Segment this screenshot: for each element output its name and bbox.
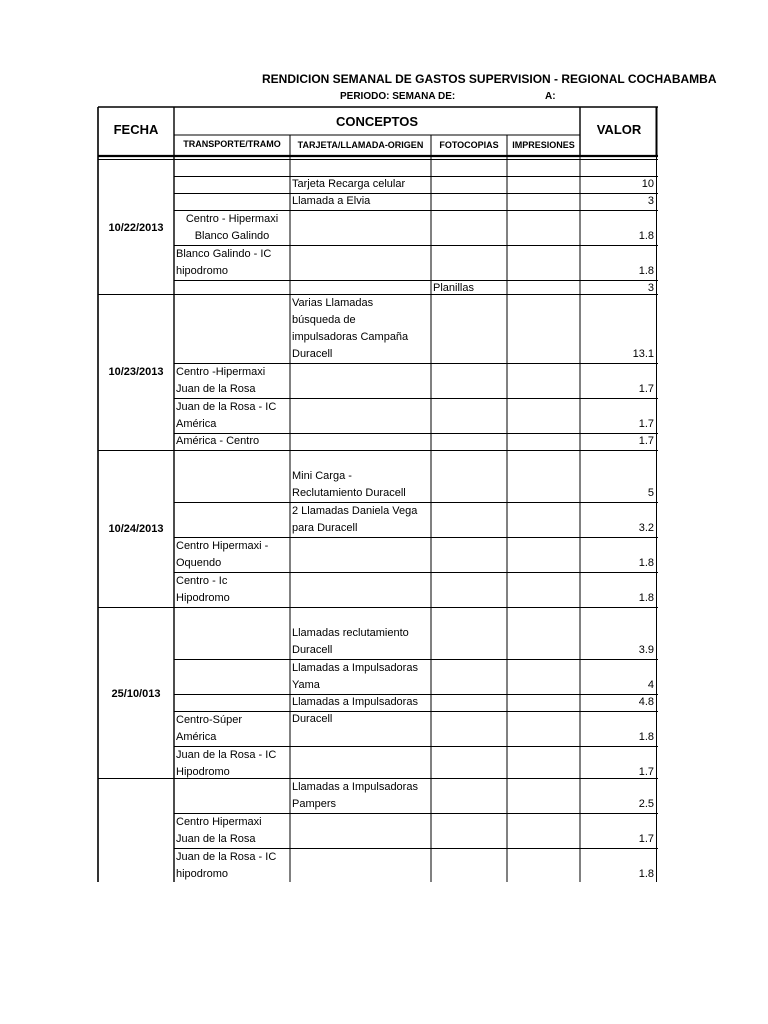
tarjeta-cell: Varias Llamadas búsqueda de impulsadoras Campaña Duracell	[292, 297, 409, 360]
date-cell: 10/22/2013	[108, 222, 164, 234]
transporte-cell: América - Centro	[176, 435, 260, 447]
tarjeta-cell: Llamadas a Impulsadoras Pampers	[292, 781, 418, 810]
impresiones-cell	[507, 416, 580, 433]
fotocopias-cell	[431, 159, 507, 176]
tarjeta-cell	[290, 831, 431, 848]
fotocopias-cell	[431, 729, 507, 746]
date-cell: 10/24/2013	[108, 522, 164, 535]
impresiones-cell	[507, 263, 580, 280]
conceptos-header: CONCEPTOS	[335, 114, 419, 129]
fotocopias-cell	[431, 433, 507, 450]
date-cell: 25/10/013	[111, 688, 161, 700]
transporte-cell: Centro - Hipermaxi Blanco Galindo	[185, 213, 279, 242]
impresiones-cell	[507, 729, 580, 746]
transporte-header: TRANSPORTE/TRAMO	[183, 139, 281, 149]
fotocopias-cell	[431, 590, 507, 607]
fotocopias-cell	[431, 520, 507, 537]
impresiones-cell	[507, 831, 580, 848]
fotocopias-cell: Planillas	[433, 282, 474, 294]
report-title: RENDICION SEMANAL DE GASTOS SUPERVISION - REGIONAL COCHABAMBA	[262, 72, 717, 86]
valor-cell: 4.8	[638, 696, 654, 708]
tarjeta-cell	[290, 416, 431, 433]
tarjeta-header: TARJETA/LLAMADA-ORIGEN	[297, 140, 424, 150]
transporte-cell: Centro Hipermaxi Juan de la Rosa	[176, 816, 262, 845]
tarjeta-cell: Llamadas reclutamiento Duracell	[292, 627, 409, 656]
transporte-cell	[174, 176, 290, 193]
valor-header: VALOR	[596, 122, 642, 137]
transporte-cell	[174, 796, 290, 813]
valor-cell: 1.8	[638, 731, 654, 743]
fotocopias-cell	[431, 677, 507, 694]
transporte-cell	[174, 694, 290, 711]
tarjeta-cell: Llamadas a Impulsadoras Yama	[292, 662, 418, 691]
fotocopias-cell	[431, 416, 507, 433]
valor-cell: 1.8	[638, 868, 654, 880]
periodo-a-label: A:	[545, 91, 556, 102]
fotocopias-cell	[431, 694, 507, 711]
expense-table	[98, 106, 658, 882]
transporte-cell: Juan de la Rosa - IC América	[176, 401, 277, 430]
valor-cell: 1.7	[638, 833, 654, 845]
impresiones-cell	[507, 176, 580, 193]
transporte-cell	[174, 642, 290, 659]
impresiones-cell	[507, 159, 580, 176]
transporte-cell	[174, 346, 290, 363]
tarjeta-cell	[290, 555, 431, 572]
transporte-cell	[174, 677, 290, 694]
tarjeta-cell	[290, 866, 431, 883]
valor-cell: 3.9	[638, 644, 654, 656]
fotocopias-cell	[431, 228, 507, 245]
valor-cell: 4	[647, 679, 654, 691]
valor-cell: 1.7	[638, 435, 654, 447]
transporte-cell: Centro-Súper América	[176, 714, 243, 743]
valor-cell: 2.5	[638, 798, 654, 810]
transporte-cell: Centro -Hipermaxi Juan de la Rosa	[176, 366, 266, 395]
tarjeta-cell	[290, 590, 431, 607]
tarjeta-cell: 2 Llamadas Daniela Vega para Duracell	[292, 505, 418, 534]
transporte-cell	[174, 520, 290, 537]
valor-cell: 3	[647, 282, 654, 294]
valor-cell: 1.8	[638, 592, 654, 604]
valor-cell: 1.8	[638, 230, 654, 242]
transporte-cell: Juan de la Rosa - IC hipodromo	[176, 851, 277, 880]
periodo-label: PERIODO: SEMANA DE:	[340, 91, 456, 102]
impresiones-cell	[507, 555, 580, 572]
fecha-header: FECHA	[113, 122, 159, 137]
impresiones-cell	[507, 677, 580, 694]
transporte-cell: Blanco Galindo - IC hipodromo	[176, 248, 272, 277]
fotocopias-cell	[431, 642, 507, 659]
impresiones-cell	[507, 520, 580, 537]
valor-cell: 10	[641, 178, 654, 190]
transporte-cell	[174, 193, 290, 210]
tarjeta-cell: Llamadas a Impulsadoras Duracell	[292, 696, 418, 725]
fotocopias-cell	[431, 381, 507, 398]
transporte-cell	[174, 159, 290, 176]
fotocopias-cell	[431, 866, 507, 883]
tarjeta-cell	[290, 433, 431, 450]
valor-cell: 1.7	[638, 383, 654, 395]
valor-cell: 1.7	[638, 418, 654, 430]
impresiones-cell	[507, 590, 580, 607]
impresiones-cell	[507, 764, 580, 781]
tarjeta-cell: Tarjeta Recarga celular	[292, 178, 406, 190]
tarjeta-cell	[290, 263, 431, 280]
impresiones-cell	[507, 280, 580, 297]
tarjeta-cell	[290, 159, 431, 176]
impresiones-cell	[507, 228, 580, 245]
impresiones-header: IMPRESIONES	[512, 140, 575, 150]
tarjeta-cell	[290, 381, 431, 398]
impresiones-cell	[507, 694, 580, 711]
date-cell: 10/23/2013	[108, 366, 164, 378]
fotocopias-header: FOTOCOPIAS	[439, 140, 499, 150]
transporte-cell	[174, 280, 290, 297]
fotocopias-cell	[431, 193, 507, 210]
valor-cell: 3	[647, 195, 654, 207]
impresiones-cell	[507, 485, 580, 502]
valor-cell	[580, 159, 658, 176]
fotocopias-cell	[431, 176, 507, 193]
impresiones-cell	[507, 796, 580, 813]
tarjeta-cell: Llamada a Elvia	[292, 195, 371, 207]
transporte-cell	[174, 485, 290, 502]
transporte-cell: Centro - Ic Hipodromo	[176, 575, 230, 604]
fotocopias-cell	[431, 485, 507, 502]
transporte-cell: Centro Hipermaxi - Oquendo	[176, 540, 269, 569]
fotocopias-cell	[431, 263, 507, 280]
valor-cell: 1.7	[638, 766, 654, 778]
impresiones-cell	[507, 346, 580, 363]
impresiones-cell	[507, 866, 580, 883]
fotocopias-cell	[431, 831, 507, 848]
tarjeta-cell	[290, 228, 431, 245]
impresiones-cell	[507, 642, 580, 659]
impresiones-cell	[507, 433, 580, 450]
fotocopias-cell	[431, 764, 507, 781]
tarjeta-cell: Mini Carga - Reclutamiento Duracell	[292, 470, 406, 499]
valor-cell: 1.8	[638, 557, 654, 569]
tarjeta-cell	[290, 729, 431, 746]
valor-cell: 13.1	[632, 348, 654, 360]
transporte-cell: Juan de la Rosa - IC Hipodromo	[176, 749, 277, 778]
fotocopias-cell	[431, 796, 507, 813]
impresiones-cell	[507, 381, 580, 398]
valor-cell: 1.8	[638, 265, 654, 277]
valor-cell: 3.2	[638, 522, 654, 534]
impresiones-cell	[507, 193, 580, 210]
valor-cell: 5	[647, 487, 654, 499]
fotocopias-cell	[431, 346, 507, 363]
fotocopias-cell	[431, 555, 507, 572]
